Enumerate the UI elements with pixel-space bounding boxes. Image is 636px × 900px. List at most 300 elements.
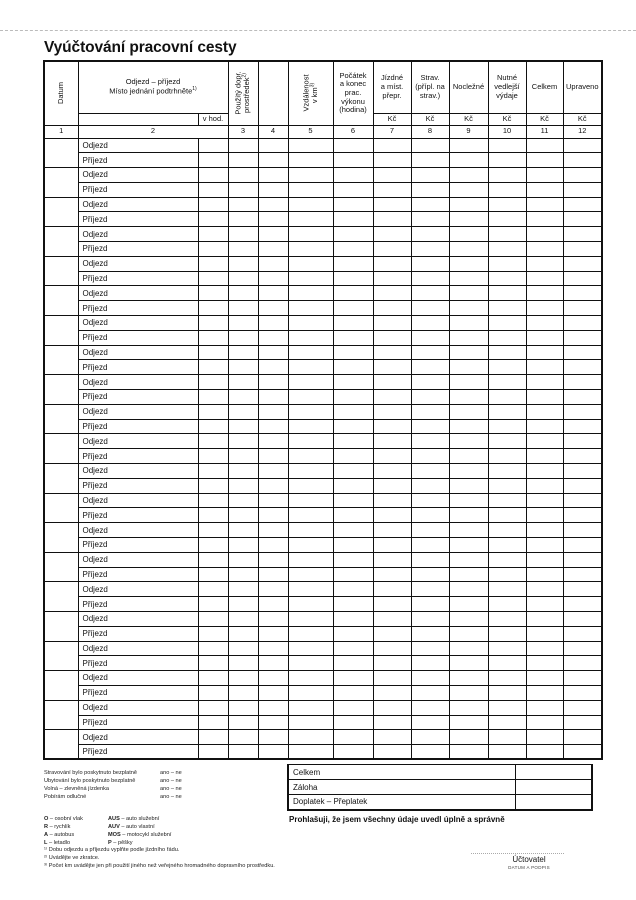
table-cell[interactable] bbox=[228, 552, 258, 567]
table-cell[interactable] bbox=[198, 153, 228, 168]
table-cell[interactable] bbox=[288, 330, 333, 345]
table-cell[interactable] bbox=[411, 538, 449, 553]
table-cell[interactable] bbox=[198, 685, 228, 700]
table-cell[interactable] bbox=[288, 301, 333, 316]
table-cell[interactable] bbox=[228, 493, 258, 508]
datum-cell[interactable] bbox=[44, 168, 78, 198]
table-cell[interactable] bbox=[198, 419, 228, 434]
table-cell[interactable] bbox=[228, 582, 258, 597]
table-cell[interactable] bbox=[411, 390, 449, 405]
table-cell[interactable] bbox=[373, 212, 411, 227]
table-cell[interactable] bbox=[258, 656, 288, 671]
table-cell[interactable] bbox=[411, 567, 449, 582]
table-cell[interactable] bbox=[373, 404, 411, 419]
table-cell[interactable] bbox=[526, 419, 563, 434]
table-cell[interactable] bbox=[258, 715, 288, 730]
table-cell[interactable] bbox=[563, 256, 602, 271]
table-cell[interactable] bbox=[411, 730, 449, 745]
table-cell[interactable] bbox=[373, 538, 411, 553]
table-cell[interactable] bbox=[488, 182, 526, 197]
table-cell[interactable] bbox=[563, 715, 602, 730]
table-cell[interactable] bbox=[258, 375, 288, 390]
table-cell[interactable] bbox=[563, 700, 602, 715]
datum-cell[interactable] bbox=[44, 256, 78, 286]
table-cell[interactable] bbox=[333, 286, 373, 301]
table-cell[interactable] bbox=[449, 138, 488, 153]
table-cell[interactable] bbox=[563, 227, 602, 242]
table-cell[interactable] bbox=[411, 715, 449, 730]
table-cell[interactable] bbox=[228, 242, 258, 257]
table-cell[interactable] bbox=[333, 671, 373, 686]
table-cell[interactable] bbox=[411, 286, 449, 301]
table-cell[interactable] bbox=[198, 715, 228, 730]
table-cell[interactable] bbox=[488, 197, 526, 212]
table-cell[interactable] bbox=[526, 390, 563, 405]
table-cell[interactable] bbox=[228, 153, 258, 168]
table-cell[interactable] bbox=[488, 671, 526, 686]
table-cell[interactable] bbox=[258, 360, 288, 375]
table-cell[interactable] bbox=[526, 286, 563, 301]
table-cell[interactable] bbox=[411, 582, 449, 597]
table-cell[interactable] bbox=[228, 538, 258, 553]
table-cell[interactable] bbox=[198, 168, 228, 183]
table-cell[interactable] bbox=[333, 656, 373, 671]
table-cell[interactable] bbox=[488, 434, 526, 449]
table-cell[interactable] bbox=[449, 182, 488, 197]
table-cell[interactable] bbox=[563, 612, 602, 627]
table-cell[interactable] bbox=[563, 360, 602, 375]
table-cell[interactable] bbox=[198, 434, 228, 449]
datum-cell[interactable] bbox=[44, 197, 78, 227]
table-cell[interactable] bbox=[563, 493, 602, 508]
table-cell[interactable] bbox=[198, 478, 228, 493]
table-cell[interactable] bbox=[333, 138, 373, 153]
table-cell[interactable] bbox=[258, 242, 288, 257]
table-cell[interactable] bbox=[526, 197, 563, 212]
datum-cell[interactable] bbox=[44, 612, 78, 642]
table-cell[interactable] bbox=[198, 671, 228, 686]
table-cell[interactable] bbox=[373, 345, 411, 360]
table-cell[interactable] bbox=[373, 271, 411, 286]
table-cell[interactable] bbox=[258, 641, 288, 656]
table-cell[interactable] bbox=[488, 612, 526, 627]
table-cell[interactable] bbox=[526, 715, 563, 730]
datum-cell[interactable] bbox=[44, 582, 78, 612]
table-cell[interactable] bbox=[563, 316, 602, 331]
table-cell[interactable] bbox=[411, 493, 449, 508]
table-cell[interactable] bbox=[449, 641, 488, 656]
table-cell[interactable] bbox=[258, 227, 288, 242]
table-cell[interactable] bbox=[411, 375, 449, 390]
table-cell[interactable] bbox=[449, 404, 488, 419]
table-cell[interactable] bbox=[198, 745, 228, 760]
table-cell[interactable] bbox=[288, 700, 333, 715]
table-cell[interactable] bbox=[288, 390, 333, 405]
table-cell[interactable] bbox=[563, 242, 602, 257]
table-cell[interactable] bbox=[333, 345, 373, 360]
table-cell[interactable] bbox=[373, 390, 411, 405]
table-cell[interactable] bbox=[526, 227, 563, 242]
table-cell[interactable] bbox=[373, 626, 411, 641]
table-cell[interactable] bbox=[258, 745, 288, 760]
table-cell[interactable] bbox=[258, 478, 288, 493]
table-cell[interactable] bbox=[526, 256, 563, 271]
table-cell[interactable] bbox=[563, 153, 602, 168]
table-cell[interactable] bbox=[449, 212, 488, 227]
table-cell[interactable] bbox=[373, 745, 411, 760]
table-cell[interactable] bbox=[198, 242, 228, 257]
table-cell[interactable] bbox=[228, 449, 258, 464]
table-cell[interactable] bbox=[198, 197, 228, 212]
table-cell[interactable] bbox=[563, 523, 602, 538]
table-cell[interactable] bbox=[488, 641, 526, 656]
table-cell[interactable] bbox=[198, 449, 228, 464]
datum-cell[interactable] bbox=[44, 700, 78, 730]
table-cell[interactable] bbox=[526, 656, 563, 671]
table-cell[interactable] bbox=[288, 641, 333, 656]
table-cell[interactable] bbox=[563, 745, 602, 760]
table-cell[interactable] bbox=[258, 212, 288, 227]
table-cell[interactable] bbox=[198, 360, 228, 375]
table-cell[interactable] bbox=[333, 419, 373, 434]
table-cell[interactable] bbox=[411, 316, 449, 331]
datum-cell[interactable] bbox=[44, 434, 78, 464]
table-cell[interactable] bbox=[258, 685, 288, 700]
table-cell[interactable] bbox=[228, 301, 258, 316]
table-cell[interactable] bbox=[333, 745, 373, 760]
table-cell[interactable] bbox=[449, 582, 488, 597]
table-cell[interactable] bbox=[563, 478, 602, 493]
table-cell[interactable] bbox=[373, 242, 411, 257]
table-cell[interactable] bbox=[373, 597, 411, 612]
table-cell[interactable] bbox=[373, 552, 411, 567]
table-cell[interactable] bbox=[373, 464, 411, 479]
table-cell[interactable] bbox=[488, 700, 526, 715]
table-cell[interactable] bbox=[563, 464, 602, 479]
table-cell[interactable] bbox=[488, 567, 526, 582]
table-cell[interactable] bbox=[411, 478, 449, 493]
datum-cell[interactable] bbox=[44, 404, 78, 434]
table-cell[interactable] bbox=[411, 641, 449, 656]
table-cell[interactable] bbox=[449, 745, 488, 760]
table-cell[interactable] bbox=[198, 508, 228, 523]
table-cell[interactable] bbox=[449, 345, 488, 360]
datum-cell[interactable] bbox=[44, 493, 78, 523]
table-cell[interactable] bbox=[411, 227, 449, 242]
table-cell[interactable] bbox=[526, 404, 563, 419]
table-cell[interactable] bbox=[411, 404, 449, 419]
table-cell[interactable] bbox=[333, 730, 373, 745]
table-cell[interactable] bbox=[411, 552, 449, 567]
table-cell[interactable] bbox=[488, 227, 526, 242]
table-cell[interactable] bbox=[411, 345, 449, 360]
table-cell[interactable] bbox=[373, 138, 411, 153]
table-cell[interactable] bbox=[228, 745, 258, 760]
table-cell[interactable] bbox=[563, 671, 602, 686]
table-cell[interactable] bbox=[526, 153, 563, 168]
table-cell[interactable] bbox=[373, 197, 411, 212]
table-cell[interactable] bbox=[411, 271, 449, 286]
table-cell[interactable] bbox=[288, 538, 333, 553]
table-cell[interactable] bbox=[373, 656, 411, 671]
table-cell[interactable] bbox=[373, 478, 411, 493]
table-cell[interactable] bbox=[449, 271, 488, 286]
table-cell[interactable] bbox=[198, 656, 228, 671]
table-cell[interactable] bbox=[373, 671, 411, 686]
table-cell[interactable] bbox=[228, 523, 258, 538]
table-cell[interactable] bbox=[288, 493, 333, 508]
table-cell[interactable] bbox=[449, 730, 488, 745]
datum-cell[interactable] bbox=[44, 730, 78, 760]
table-cell[interactable] bbox=[258, 700, 288, 715]
table-cell[interactable] bbox=[258, 182, 288, 197]
table-cell[interactable] bbox=[198, 464, 228, 479]
table-cell[interactable] bbox=[228, 715, 258, 730]
table-cell[interactable] bbox=[488, 656, 526, 671]
table-cell[interactable] bbox=[488, 508, 526, 523]
table-cell[interactable] bbox=[258, 538, 288, 553]
table-cell[interactable] bbox=[563, 138, 602, 153]
table-cell[interactable] bbox=[228, 286, 258, 301]
table-cell[interactable] bbox=[333, 242, 373, 257]
table-cell[interactable] bbox=[228, 700, 258, 715]
table-cell[interactable] bbox=[333, 700, 373, 715]
table-cell[interactable] bbox=[333, 182, 373, 197]
table-cell[interactable] bbox=[563, 656, 602, 671]
table-cell[interactable] bbox=[488, 271, 526, 286]
table-cell[interactable] bbox=[288, 582, 333, 597]
table-cell[interactable] bbox=[258, 597, 288, 612]
table-cell[interactable] bbox=[411, 242, 449, 257]
table-cell[interactable] bbox=[258, 552, 288, 567]
table-cell[interactable] bbox=[411, 212, 449, 227]
table-cell[interactable] bbox=[526, 345, 563, 360]
table-cell[interactable] bbox=[258, 153, 288, 168]
table-cell[interactable] bbox=[198, 612, 228, 627]
table-cell[interactable] bbox=[449, 390, 488, 405]
table-cell[interactable] bbox=[526, 138, 563, 153]
table-cell[interactable] bbox=[563, 330, 602, 345]
table-cell[interactable] bbox=[333, 552, 373, 567]
table-cell[interactable] bbox=[526, 449, 563, 464]
table-cell[interactable] bbox=[333, 390, 373, 405]
table-cell[interactable] bbox=[333, 449, 373, 464]
table-cell[interactable] bbox=[288, 375, 333, 390]
table-cell[interactable] bbox=[198, 582, 228, 597]
table-cell[interactable] bbox=[563, 567, 602, 582]
table-cell[interactable] bbox=[198, 271, 228, 286]
table-cell[interactable] bbox=[411, 671, 449, 686]
table-cell[interactable] bbox=[228, 641, 258, 656]
table-cell[interactable] bbox=[288, 271, 333, 286]
table-cell[interactable] bbox=[488, 390, 526, 405]
table-cell[interactable] bbox=[258, 493, 288, 508]
table-cell[interactable] bbox=[563, 197, 602, 212]
table-cell[interactable] bbox=[373, 612, 411, 627]
table-cell[interactable] bbox=[449, 656, 488, 671]
table-cell[interactable] bbox=[526, 508, 563, 523]
table-cell[interactable] bbox=[563, 375, 602, 390]
datum-cell[interactable] bbox=[44, 641, 78, 671]
table-cell[interactable] bbox=[373, 567, 411, 582]
table-cell[interactable] bbox=[526, 212, 563, 227]
table-cell[interactable] bbox=[333, 227, 373, 242]
table-cell[interactable] bbox=[288, 419, 333, 434]
table-cell[interactable] bbox=[488, 449, 526, 464]
table-cell[interactable] bbox=[288, 597, 333, 612]
datum-cell[interactable] bbox=[44, 316, 78, 346]
table-cell[interactable] bbox=[258, 567, 288, 582]
table-cell[interactable] bbox=[228, 656, 258, 671]
table-cell[interactable] bbox=[288, 478, 333, 493]
table-cell[interactable] bbox=[198, 227, 228, 242]
datum-cell[interactable] bbox=[44, 464, 78, 494]
table-cell[interactable] bbox=[258, 434, 288, 449]
table-cell[interactable] bbox=[373, 360, 411, 375]
table-cell[interactable] bbox=[449, 685, 488, 700]
table-cell[interactable] bbox=[258, 138, 288, 153]
table-cell[interactable] bbox=[373, 153, 411, 168]
table-cell[interactable] bbox=[373, 685, 411, 700]
table-cell[interactable] bbox=[228, 271, 258, 286]
table-cell[interactable] bbox=[411, 745, 449, 760]
table-cell[interactable] bbox=[526, 641, 563, 656]
table-cell[interactable] bbox=[333, 597, 373, 612]
table-cell[interactable] bbox=[228, 404, 258, 419]
table-cell[interactable] bbox=[411, 182, 449, 197]
totals-celkem-value[interactable] bbox=[515, 765, 592, 780]
table-cell[interactable] bbox=[526, 552, 563, 567]
table-cell[interactable] bbox=[526, 242, 563, 257]
table-cell[interactable] bbox=[198, 375, 228, 390]
table-cell[interactable] bbox=[333, 478, 373, 493]
table-cell[interactable] bbox=[411, 597, 449, 612]
table-cell[interactable] bbox=[288, 197, 333, 212]
table-cell[interactable] bbox=[488, 404, 526, 419]
table-cell[interactable] bbox=[411, 523, 449, 538]
table-cell[interactable] bbox=[488, 330, 526, 345]
table-cell[interactable] bbox=[449, 478, 488, 493]
table-cell[interactable] bbox=[488, 345, 526, 360]
table-cell[interactable] bbox=[333, 375, 373, 390]
table-cell[interactable] bbox=[198, 567, 228, 582]
table-cell[interactable] bbox=[526, 700, 563, 715]
table-cell[interactable] bbox=[198, 641, 228, 656]
table-cell[interactable] bbox=[228, 685, 258, 700]
table-cell[interactable] bbox=[563, 730, 602, 745]
table-cell[interactable] bbox=[288, 316, 333, 331]
table-cell[interactable] bbox=[288, 656, 333, 671]
table-cell[interactable] bbox=[411, 138, 449, 153]
table-cell[interactable] bbox=[333, 685, 373, 700]
table-cell[interactable] bbox=[333, 301, 373, 316]
table-cell[interactable] bbox=[198, 523, 228, 538]
table-cell[interactable] bbox=[488, 478, 526, 493]
table-cell[interactable] bbox=[198, 301, 228, 316]
table-cell[interactable] bbox=[526, 538, 563, 553]
table-cell[interactable] bbox=[228, 390, 258, 405]
table-cell[interactable] bbox=[333, 330, 373, 345]
table-cell[interactable] bbox=[488, 685, 526, 700]
table-cell[interactable] bbox=[488, 168, 526, 183]
table-cell[interactable] bbox=[228, 138, 258, 153]
table-cell[interactable] bbox=[333, 493, 373, 508]
totals-zaloha-value[interactable] bbox=[515, 780, 592, 795]
table-cell[interactable] bbox=[488, 286, 526, 301]
table-cell[interactable] bbox=[258, 286, 288, 301]
table-cell[interactable] bbox=[449, 567, 488, 582]
table-cell[interactable] bbox=[288, 715, 333, 730]
table-cell[interactable] bbox=[488, 138, 526, 153]
table-cell[interactable] bbox=[228, 626, 258, 641]
table-cell[interactable] bbox=[228, 256, 258, 271]
table-cell[interactable] bbox=[488, 464, 526, 479]
table-cell[interactable] bbox=[526, 330, 563, 345]
table-cell[interactable] bbox=[288, 286, 333, 301]
table-cell[interactable] bbox=[258, 197, 288, 212]
table-cell[interactable] bbox=[228, 316, 258, 331]
table-cell[interactable] bbox=[449, 612, 488, 627]
table-cell[interactable] bbox=[449, 419, 488, 434]
table-cell[interactable] bbox=[373, 715, 411, 730]
table-cell[interactable] bbox=[288, 449, 333, 464]
table-cell[interactable] bbox=[563, 685, 602, 700]
table-cell[interactable] bbox=[258, 390, 288, 405]
table-cell[interactable] bbox=[198, 316, 228, 331]
table-cell[interactable] bbox=[288, 168, 333, 183]
table-cell[interactable] bbox=[228, 212, 258, 227]
table-cell[interactable] bbox=[449, 700, 488, 715]
table-cell[interactable] bbox=[449, 316, 488, 331]
table-cell[interactable] bbox=[488, 375, 526, 390]
table-cell[interactable] bbox=[373, 301, 411, 316]
table-cell[interactable] bbox=[228, 464, 258, 479]
table-cell[interactable] bbox=[258, 256, 288, 271]
table-cell[interactable] bbox=[411, 656, 449, 671]
table-cell[interactable] bbox=[373, 508, 411, 523]
table-cell[interactable] bbox=[449, 626, 488, 641]
table-cell[interactable] bbox=[488, 538, 526, 553]
table-cell[interactable] bbox=[373, 256, 411, 271]
datum-cell[interactable] bbox=[44, 671, 78, 701]
table-cell[interactable] bbox=[228, 330, 258, 345]
table-cell[interactable] bbox=[258, 523, 288, 538]
table-cell[interactable] bbox=[258, 449, 288, 464]
table-cell[interactable] bbox=[526, 597, 563, 612]
table-cell[interactable] bbox=[288, 256, 333, 271]
table-cell[interactable] bbox=[373, 227, 411, 242]
table-cell[interactable] bbox=[373, 375, 411, 390]
table-cell[interactable] bbox=[258, 271, 288, 286]
table-cell[interactable] bbox=[373, 316, 411, 331]
table-cell[interactable] bbox=[288, 567, 333, 582]
datum-cell[interactable] bbox=[44, 345, 78, 375]
table-cell[interactable] bbox=[333, 434, 373, 449]
table-cell[interactable] bbox=[288, 612, 333, 627]
table-cell[interactable] bbox=[258, 345, 288, 360]
table-cell[interactable] bbox=[333, 212, 373, 227]
table-cell[interactable] bbox=[563, 390, 602, 405]
table-cell[interactable] bbox=[333, 271, 373, 286]
table-cell[interactable] bbox=[488, 523, 526, 538]
table-cell[interactable] bbox=[373, 182, 411, 197]
table-cell[interactable] bbox=[449, 153, 488, 168]
table-cell[interactable] bbox=[333, 404, 373, 419]
table-cell[interactable] bbox=[526, 730, 563, 745]
table-cell[interactable] bbox=[333, 523, 373, 538]
table-cell[interactable] bbox=[449, 330, 488, 345]
table-cell[interactable] bbox=[258, 612, 288, 627]
